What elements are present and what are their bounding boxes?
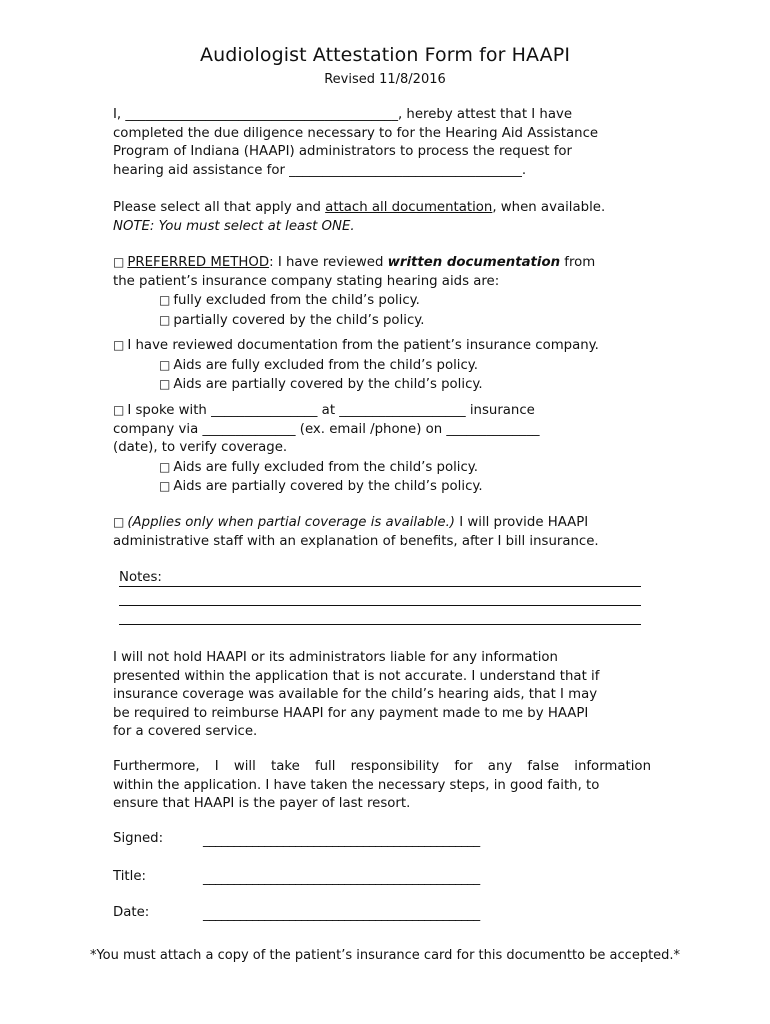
name-blank[interactable]: _________________________________________ xyxy=(125,107,398,122)
option-preferred-method: □ PREFERRED METHOD: I have reviewed written documentation from the patient’s insurance company stating hearing aids are: □ fully excluded from the child’s policy. □ partially covered by the child’s policy. xyxy=(113,253,658,330)
title-blank[interactable]: _____________________________________________ xyxy=(203,871,480,886)
instructions-note: NOTE: You must select at least ONE. xyxy=(113,218,355,234)
checkbox-opt3-partially-covered[interactable]: □ xyxy=(159,479,171,493)
option-partial-coverage: □ (Applies only when partial coverage is available.) I will provide HAAPI administrative staff with an explanation of benefits, after I bill insurance. xyxy=(113,515,599,549)
notes-line-3[interactable] xyxy=(119,624,641,625)
checkbox-preferred-method[interactable]: □ xyxy=(113,255,125,269)
intro-line-4: hearing aid assistance for ___________________________________. xyxy=(113,162,527,178)
revision-date: Revised 11/8/2016 xyxy=(324,72,446,87)
checkbox-opt3-fully-excluded[interactable]: □ xyxy=(159,459,171,474)
option2-sub-2: □ Aids are partially covered by the child’s policy. xyxy=(159,377,483,392)
option3-sub-1: □ Aids are fully excluded from the child’s policy. xyxy=(159,459,478,475)
responsibility-paragraph: Furthermore, I will take full responsibility for any false information within the application. I have taken the necessary steps, in good faith, to ensure that HAAPI is the payer of last resort. xyxy=(113,759,651,811)
person-blank[interactable]: ________________ xyxy=(211,403,318,418)
option2-sub-1: □ Aids are fully excluded from the child’s policy. xyxy=(159,357,478,373)
intro-paragraph xyxy=(113,106,658,180)
option3-sub-2: □ Aids are partially covered by the child’s policy. xyxy=(159,479,483,494)
intro-line-3: Program of Indiana (HAAPI) administrators to process the request for xyxy=(113,144,572,159)
option1-sub-2: □ partially covered by the child’s policy. xyxy=(159,312,425,328)
checkbox-opt2-fully-excluded[interactable]: □ xyxy=(159,357,171,372)
contact-date-blank[interactable]: ______________ xyxy=(446,421,540,437)
footer-note: *You must attach a copy of the patient’s insurance card for this documentto be accepted.* xyxy=(89,948,681,963)
intro-line-1: I, _________________________________________, hereby attest that I have xyxy=(113,107,573,122)
company-blank[interactable]: ___________________ xyxy=(339,403,466,418)
instructions-line: Please select all that apply and attach all documentation, when available. xyxy=(113,200,606,215)
checkbox-partial-coverage[interactable]: □ xyxy=(113,515,125,529)
notes-line-2[interactable] xyxy=(119,605,641,606)
notes-line-1[interactable] xyxy=(119,586,641,587)
option-spoke-with: □ I spoke with ________________ at ___________________ insurance company via ______________ (ex. email /phone) on ______________ (date), to verify coverage. □ Aids are fully excluded from the child’s policy. □ Aids are partially covered by the child’s policy. xyxy=(113,401,658,497)
checkbox-opt1-fully-excluded[interactable]: □ xyxy=(159,293,171,307)
checkbox-opt1-partially-covered[interactable]: □ xyxy=(159,312,171,327)
liability-paragraph: I will not hold HAAPI or its administrators liable for any information presented within the application that is not accurate. I understand that if insurance coverage was available for the child’s hearing aids, that I may be required to reimburse HAAPI for any payment made to me by HAAPI for a covered service. xyxy=(113,650,600,739)
checkbox-opt2-partially-covered[interactable]: □ xyxy=(159,377,171,391)
intro-line-2: completed the due diligence necessary to for the Hearing Aid Assistance xyxy=(113,125,599,141)
patient-blank[interactable]: ___________________________________ xyxy=(289,162,522,178)
date-label: Date: xyxy=(113,905,150,920)
contact-method-blank[interactable]: ______________ xyxy=(202,421,296,437)
signed-blank[interactable]: _____________________________________________ xyxy=(203,833,480,848)
instructions xyxy=(113,199,658,236)
checkbox-spoke-with[interactable]: □ xyxy=(113,403,125,417)
notes-label: Notes: xyxy=(119,570,162,585)
date-blank[interactable]: _____________________________________________ xyxy=(203,907,480,922)
option1-sub-1: □ fully excluded from the child’s policy. xyxy=(159,293,420,308)
checkbox-reviewed-documentation[interactable]: □ xyxy=(113,338,125,352)
option-reviewed-documentation: □ I have reviewed documentation from the patient’s insurance company. □ Aids are fully excluded from the child’s policy. □ Aids are partially covered by the child’s policy. xyxy=(113,336,658,395)
title-label: Title: xyxy=(113,869,146,884)
form-title: Audiologist Attestation Form for HAAPI xyxy=(199,44,571,66)
signed-label: Signed: xyxy=(113,831,164,846)
